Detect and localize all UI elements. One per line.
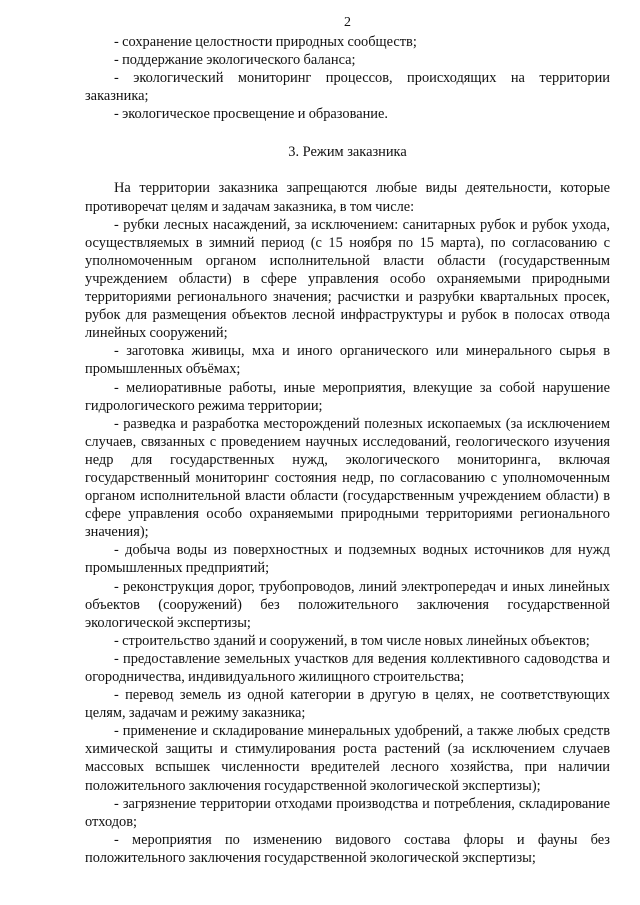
list-item: - мероприятия по изменению видового состава флоры и фауны без положительного заключения государственной экологической экспертизы; xyxy=(85,831,610,866)
list-item: - поддержание экологического баланса; xyxy=(114,52,356,69)
list-item: - сохранение целостности природных сообществ; xyxy=(114,34,417,50)
list-item: - разведка и разработка месторождений полезных ископаемых (за исключением случаев, связанных с проведением научных исследований, геологического изучения недр для государственных нужд, экологического мониторинга, включая государственный мониторинг состояния недр, по согласованию с уполномоченным органом исполнительной власти области (государственным учреждением области) в сфере управления особо охраняемыми природными территориями регионального значения); xyxy=(85,415,610,541)
list-item: - рубки лесных насаждений, за исключением: санитарных рубок и рубок ухода, осуществляемых в зимний период (с 15 ноября по 15 марта), по согласованию с уполномоченным органом исполнительной власти области (государственным учреждением области) в сфере управления особо охраняемыми природными территориями регионального значения; расчистки и разрубки квартальных просек, рубок для размещения объектов лесной инфраструктуры и рубок в полосах отвода линейных сооружений; xyxy=(85,216,610,342)
section-title: 3. Режим заказника xyxy=(288,144,407,161)
page-number: 2 xyxy=(344,15,351,30)
list-item: - заготовка живицы, мха и иного органического или минерального сырья в промышленных объёмах; xyxy=(85,343,610,378)
list-item: - строительство зданий и сооружений, в том числе новых линейных объектов; xyxy=(114,632,590,649)
list-item: - мелиоративные работы, иные мероприятия, влекущие за собой нарушение гидрологического режима территории; xyxy=(85,379,610,414)
intro-list xyxy=(85,33,610,123)
list-item: - экологическое просвещение и образование. xyxy=(114,106,388,123)
list-item: - перевод земель из одной категории в другую в целях, не соответствующих целям, задачам и режиму заказника; xyxy=(85,687,610,722)
list-item: - добыча воды из поверхностных и подземных водных источников для нужд промышленных предприятий; xyxy=(85,542,610,577)
section-intro: На территории заказника запрещаются любые виды деятельности, которые противоречат целям и задачам заказника, в том числе: xyxy=(85,180,610,215)
list-item: - загрязнение территории отходами производства и потребления, складирование отходов; xyxy=(85,795,610,830)
list-item: - применение и складирование минеральных удобрений, а также любых средств химической защиты и стимулирования роста растений (за исключением случаев массовых вспышек численности вредителей лесного хозяйства, при наличии положительного заключения государственной экологической экспертизы); xyxy=(85,723,610,794)
list-item: - реконструкция дорог, трубопроводов, линий электропередач и иных линейных объектов (сооружений) без положительного заключения государственной экологической экспертизы; xyxy=(85,578,610,631)
list-item: - предоставление земельных участков для ведения коллективного садоводства и огородничества, индивидуального жилищного строительства; xyxy=(85,650,610,685)
list-item: - экологический мониторинг процессов, происходящих на территории заказника; xyxy=(85,70,610,105)
prohibitions-list xyxy=(85,216,610,867)
